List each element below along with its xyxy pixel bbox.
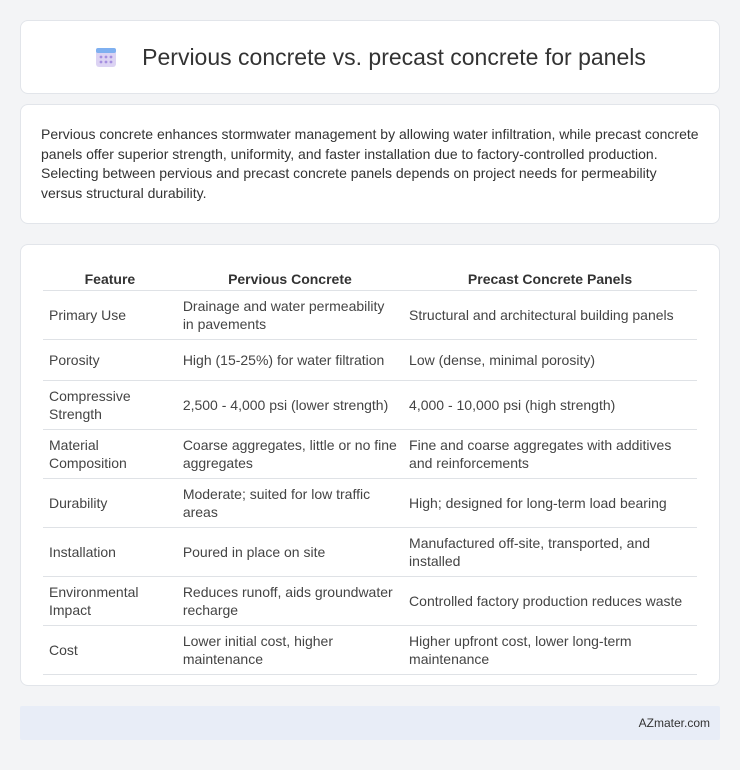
feature-cell: Installation <box>43 528 177 577</box>
precast-cell: 4,000 - 10,000 psi (high strength) <box>403 381 697 430</box>
table-row <box>43 291 697 340</box>
table-row <box>43 626 697 675</box>
table-row <box>43 430 697 479</box>
pervious-cell: High (15-25%) for water filtration <box>177 340 403 381</box>
precast-cell: Structural and architectural building panels <box>403 291 697 340</box>
intro-paragraph: Pervious concrete enhances stormwater management by allowing water infiltration, while precast concrete panels offer superior strength, uniformity, and faster installation due to factory-controlled production. Selecting between pervious and precast concrete panels depends on project needs for permeability versus structural durability. <box>41 126 699 201</box>
intro-card <box>20 104 720 224</box>
feature-cell: Compressive Strength <box>43 381 177 430</box>
title-card <box>20 20 720 94</box>
table-row <box>43 528 697 577</box>
pervious-cell: Drainage and water permeability in pavements <box>177 291 403 340</box>
comparison-table-card <box>20 244 720 686</box>
calendar-grid-icon <box>94 45 118 69</box>
precast-cell: Fine and coarse aggregates with additives and reinforcements <box>403 430 697 479</box>
table-row <box>43 381 697 430</box>
pervious-cell: Moderate; suited for low traffic areas <box>177 479 403 528</box>
pervious-cell: Lower initial cost, higher maintenance <box>177 626 403 675</box>
footer-bar <box>20 706 720 740</box>
pervious-cell: Coarse aggregates, little or no fine aggregates <box>177 430 403 479</box>
precast-cell: Low (dense, minimal porosity) <box>403 340 697 381</box>
feature-cell: Durability <box>43 479 177 528</box>
precast-cell: High; designed for long-term load bearing <box>403 479 697 528</box>
precast-cell: Controlled factory production reduces waste <box>403 577 697 626</box>
feature-cell: Material Composition <box>43 430 177 479</box>
feature-cell: Environmental Impact <box>43 577 177 626</box>
pervious-cell: Poured in place on site <box>177 528 403 577</box>
pervious-cell: 2,500 - 4,000 psi (lower strength) <box>177 381 403 430</box>
precast-cell: Higher upfront cost, lower long-term maintenance <box>403 626 697 675</box>
feature-cell: Primary Use <box>43 291 177 340</box>
header-pervious: Pervious Concrete <box>177 265 403 291</box>
footer-site-link[interactable]: AZmater.com <box>638 716 710 730</box>
table-row <box>43 340 697 381</box>
header-precast: Precast Concrete Panels <box>403 265 697 291</box>
precast-cell: Manufactured off-site, transported, and installed <box>403 528 697 577</box>
header-feature: Feature <box>43 265 177 291</box>
page-title: Pervious concrete vs. precast concrete for panels <box>142 43 646 70</box>
table-header-row <box>43 265 697 291</box>
comparison-table <box>43 265 697 675</box>
table-row <box>43 577 697 626</box>
feature-cell: Cost <box>43 626 177 675</box>
table-row <box>43 479 697 528</box>
pervious-cell: Reduces runoff, aids groundwater recharge <box>177 577 403 626</box>
feature-cell: Porosity <box>43 340 177 381</box>
